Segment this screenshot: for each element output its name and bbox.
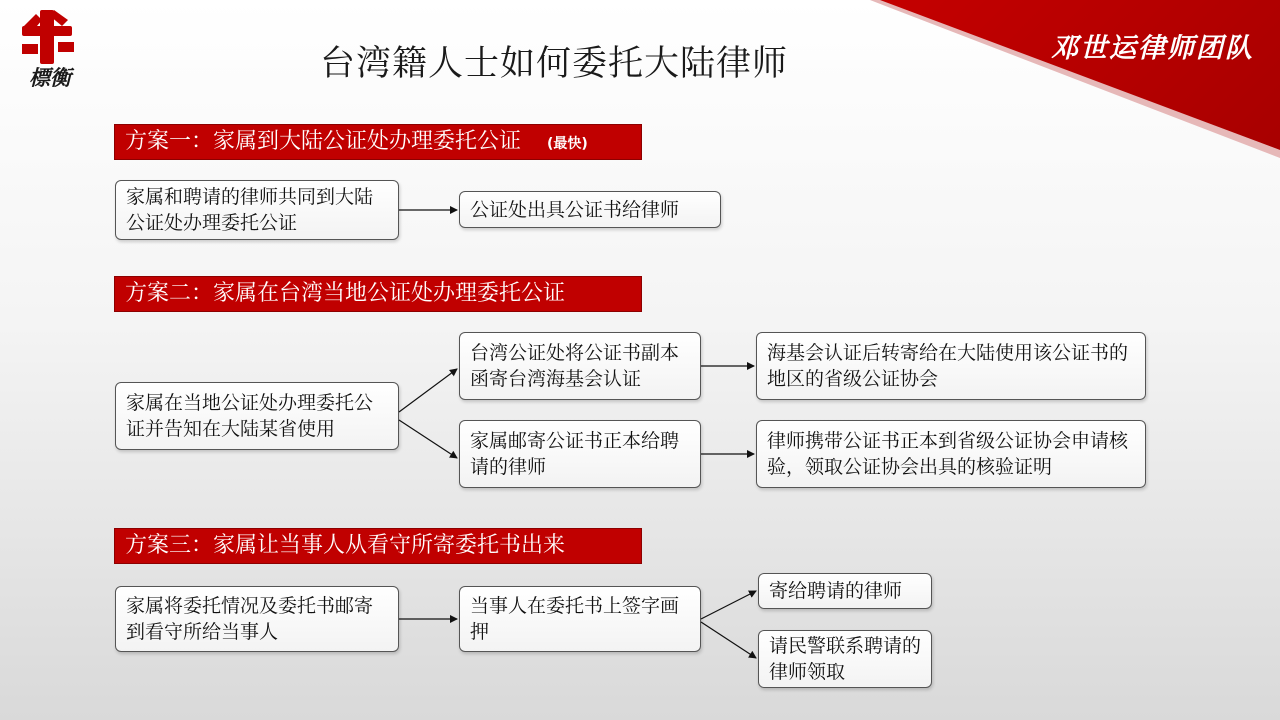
page-title: 台湾籍人士如何委托大陆律师 (320, 44, 789, 84)
plan-2-step-4-text: 家属邮寄公证书正本给聘请的律师 (470, 430, 680, 478)
plan-2-step-5 (756, 420, 1146, 488)
plan-1-step-2-text: 公证处出具公证书给律师 (470, 198, 680, 221)
plan-1-step-2 (459, 191, 721, 228)
plan-3-step-2-text: 当事人在委托书上签字画押 (470, 595, 680, 643)
arrow-p2-2 (399, 420, 457, 458)
plan-3-step-3 (758, 573, 932, 609)
plan-3-step-1 (115, 586, 399, 652)
plan-2-step-4 (459, 420, 701, 488)
plan-1-step-1 (115, 180, 399, 240)
plan-1-label: 方案一：家属到大陆公证处办理委托公证 (125, 129, 522, 154)
plan-3-step-4 (758, 630, 932, 688)
corner-banner (880, 0, 1280, 150)
plan-3-label: 方案三：家属让当事人从看守所寄委托书出来 (125, 533, 566, 558)
team-name: 邓世运律师团队 (1051, 33, 1254, 64)
arrow-p2-1 (399, 369, 457, 412)
plan-3-step-2 (459, 586, 701, 652)
plan-2-step-2 (459, 332, 701, 400)
plan-2-step-3-text: 海基会认证后转寄给在大陆使用该公证书的地区的省级公证协会 (767, 342, 1129, 390)
plan-1-step-1-text: 家属和聘请的律师共同到大陆公证处办理委托公证 (126, 186, 374, 234)
logo-text: 標衡 (29, 65, 71, 90)
plan-3-step-3-text: 寄给聘请的律师 (769, 580, 903, 602)
plan-2-step-2-text: 台湾公证处将公证书副本函寄台湾海基会认证 (470, 342, 680, 390)
plan-3-step-4-text: 请民警联系聘请的律师领取 (769, 635, 922, 683)
plan-2-step-5-text: 律师携带公证书正本到省级公证协会申请核验，领取公证协会出具的核验证明 (767, 430, 1129, 478)
arrow-p3-3 (701, 622, 756, 658)
plan-1-note: (最快) (547, 136, 588, 152)
plan-2-label: 方案二：家属在台湾当地公证处办理委托公证 (125, 281, 566, 306)
plan-3-step-1-text: 家属将委托情况及委托书邮寄到看守所给当事人 (126, 595, 374, 643)
plan-2-step-1-text: 家属在当地公证处办理委托公证并告知在大陆某省使用 (126, 392, 374, 440)
plan-2-step-1 (115, 382, 399, 450)
arrow-p3-2 (701, 591, 756, 619)
plan-2-header (114, 276, 642, 312)
plan-3-header (114, 528, 642, 564)
plan-1-header (114, 124, 642, 160)
plan-2-step-3 (756, 332, 1146, 400)
